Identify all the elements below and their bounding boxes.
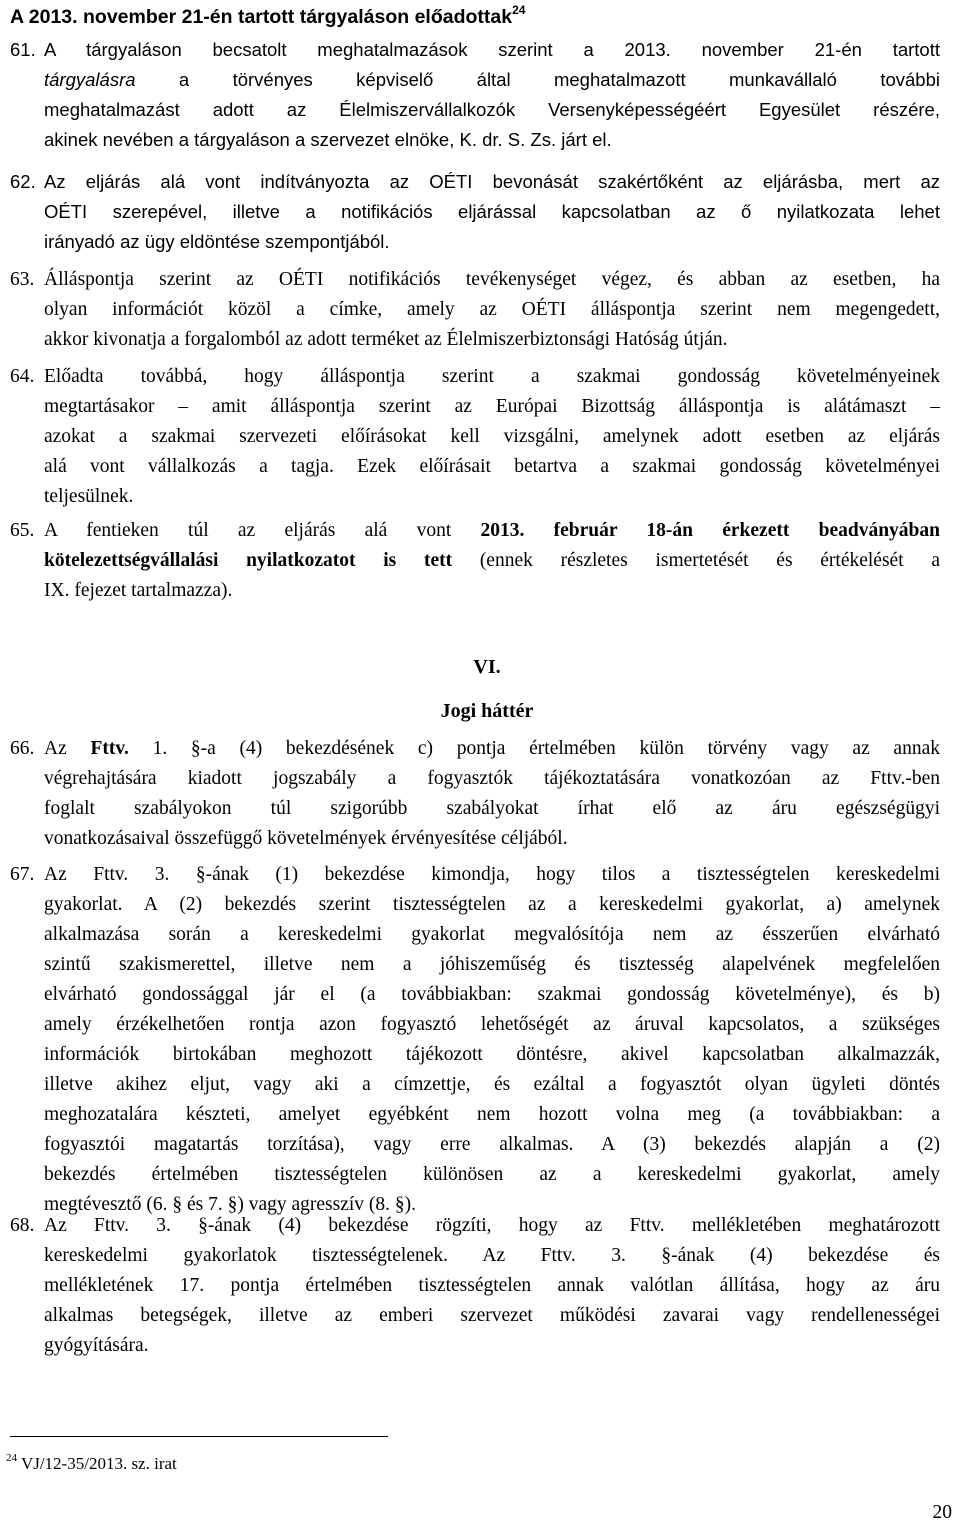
paragraph-number: 64. — [10, 366, 35, 387]
text-line: fogyasztói magatartás torzítása), vagy erre alkalmas. A (3) bekezdés alapján a (2) — [44, 1134, 940, 1155]
text-line: elvárható gondossággal jár el (a továbbiakban: szakmai gondosság követelménye), és b) — [44, 984, 940, 1005]
text-line: Az Fttv. 3. §-ának (1) bekezdése kimondja, hogy tilos a tisztességtelen kereskedelmi — [44, 864, 940, 885]
text-line: vonatkozásaival összefüggő követelmények érvényesítése céljából. — [44, 828, 568, 849]
paragraph-64 — [10, 362, 940, 512]
paragraph-66 — [10, 734, 940, 854]
text-line: akinek nevében a tárgyaláson a szervezet elnöke, K. dr. S. Zs. járt el. — [44, 129, 612, 150]
text-line: alkalmas betegségek, illetve az emberi szervezet működési zavarai vagy rendellenességei — [44, 1305, 940, 1326]
paragraph-63 — [10, 265, 940, 355]
text-line: Az Fttv. 3. §-ának (4) bekezdése rögzíti, hogy az Fttv. mellékletében meghatározott — [44, 1215, 940, 1236]
text-line: A tárgyaláson becsatolt meghatalmazások szerint a 2013. november 21-én tartott — [44, 39, 940, 60]
text-line: A fentieken túl az eljárás alá vont — [44, 520, 481, 541]
paragraph-68 — [10, 1211, 940, 1361]
paragraph-67 — [10, 860, 940, 1220]
section-number: VI. — [473, 656, 501, 678]
text-line: mellékletének 17. pontja értelmében tisztességtelen annak valótlan állítása, hogy az áru — [44, 1275, 940, 1296]
paragraph-61 — [10, 35, 940, 155]
paragraph-number: 65. — [10, 520, 35, 541]
text-line: megtartásakor – amit álláspontja szerint az Európai Bizottság álláspontja is alátámaszt – — [44, 396, 940, 417]
footnote-text: VJ/12-35/2013. sz. irat — [17, 1454, 177, 1473]
text-line: megtévesztő (6. § és 7. §) vagy agresszív (8. §). — [44, 1194, 417, 1215]
paragraph-number: 68. — [10, 1215, 35, 1236]
text-line: (ennek részletes ismertetését és értékelését a — [452, 550, 940, 571]
paragraph-number: 61. — [10, 39, 36, 60]
text-line: foglalt szabályokon túl szigorúbb szabályokat írhat elő az áru egészségügyi — [44, 798, 940, 819]
text-line: alá vont vállalkozás a tagja. Ezek előírásait betartva a szakmai gondosság követelményei — [44, 456, 940, 477]
heading-text: A 2013. november 21-én tartott tárgyaláson előadottak — [10, 6, 513, 28]
text-line: irányadó az ügy eldöntése szempontjából. — [44, 231, 390, 252]
text-line: információk birtokában meghozott tájékozott döntésre, akivel kapcsolatban alkalmazzák, — [44, 1044, 940, 1065]
text-line: IX. fejezet tartalmazza). — [44, 580, 233, 601]
section-heading — [10, 2, 525, 32]
bold-text: kötelezettségvállalási nyilatkozatot is tett — [44, 550, 453, 571]
text-line: Álláspontja szerint az OÉTI notifikációs tevékenységet végez, és abban az esetben, ha — [44, 269, 940, 290]
text-line: azokat a szakmai szervezeti előírásokat kell vizsgálni, amelynek adott esetben az eljárás — [44, 426, 940, 447]
text-line: kereskedelmi gyakorlatok tisztességtelenek. Az Fttv. 3. §-ának (4) bekezdése és — [44, 1245, 940, 1266]
text-line: teljesülnek. — [44, 486, 134, 507]
text-line: Az eljárás alá vont indítványozta az OÉTI bevonását szakértőként az eljárásba, mert az — [44, 171, 940, 192]
footnote-reference: 24 — [512, 3, 526, 17]
text-line: amely érzékelhetően rontja azon fogyasztó lehetőségét az áruval kapcsolatos, a szükséges — [44, 1014, 940, 1035]
text-line: végrehajtására kiadott jogszabály a fogyasztók tájékoztatására vonatkozóan az Fttv.-ben — [44, 768, 940, 789]
paragraph-number: 67. — [10, 864, 35, 885]
text-line: bekezdés értelmében tisztességtelen különösen az a kereskedelmi gyakorlat, amely — [44, 1164, 940, 1185]
text-line: illetve akihez eljut, vagy aki a címzettje, és ezáltal a fogyasztót olyan ügyleti döntés — [44, 1074, 940, 1095]
footnote — [6, 1452, 177, 1476]
text-line: Az — [44, 738, 91, 759]
paragraph-number: 62. — [10, 171, 36, 192]
text-line: szintű szakismerettel, illetve nem a jóhiszeműség és tisztesség alapelvének megfelelően — [44, 954, 940, 975]
bold-text: 2013. február 18-án érkezett beadványában — [480, 520, 940, 541]
text-line: olyan információt közöl a címke, amely az OÉTI álláspontja szerint nem megengedett, — [44, 299, 940, 320]
text-line: a törvényes képviselő által meghatalmazott munkavállaló további — [135, 69, 940, 90]
footnote-mark: 24 — [6, 1452, 17, 1464]
footnote-divider — [10, 1436, 388, 1437]
text-line: meghozatalára készteti, amelyet egyébként nem hozott volna meg (a továbbiakban: a — [44, 1104, 940, 1125]
text-line: akkor kivonatja a forgalomból az adott terméket az Élelmiszerbiztonsági Hatóság útján. — [44, 329, 728, 350]
text-line: OÉTI szerepével, illetve a notifikációs eljárással kapcsolatban az ő nyilatkozata lehet — [44, 201, 940, 222]
text-line: meghatalmazást adott az Élelmiszervállalkozók Versenyképességéért Egyesület részére, — [44, 99, 940, 120]
paragraph-62 — [10, 167, 940, 257]
paragraph-number: 63. — [10, 269, 35, 290]
text-line: Előadta továbbá, hogy álláspontja szerint a szakmai gondosság követelményeinek — [44, 366, 940, 387]
text-line: 1. §-a (4) bekezdésének c) pontja értelmében külön törvény vagy az annak — [128, 738, 940, 759]
page-number: 20 — [932, 1502, 952, 1523]
bold-text: Fttv. — [90, 738, 129, 759]
paragraph-number: 66. — [10, 738, 35, 759]
section-title: Jogi háttér — [440, 700, 534, 722]
paragraph-65 — [10, 516, 940, 606]
emphasized-text: tárgyalásra — [44, 69, 136, 90]
text-line: gyakorlat. A (2) bekezdés szerint tisztességtelen az a kereskedelmi gyakorlat, a) amelynek — [44, 894, 940, 915]
text-line: gyógyítására. — [44, 1335, 149, 1356]
text-line: alkalmazása során a kereskedelmi gyakorlat megvalósítója nem az ésszerűen elvárható — [44, 924, 940, 945]
